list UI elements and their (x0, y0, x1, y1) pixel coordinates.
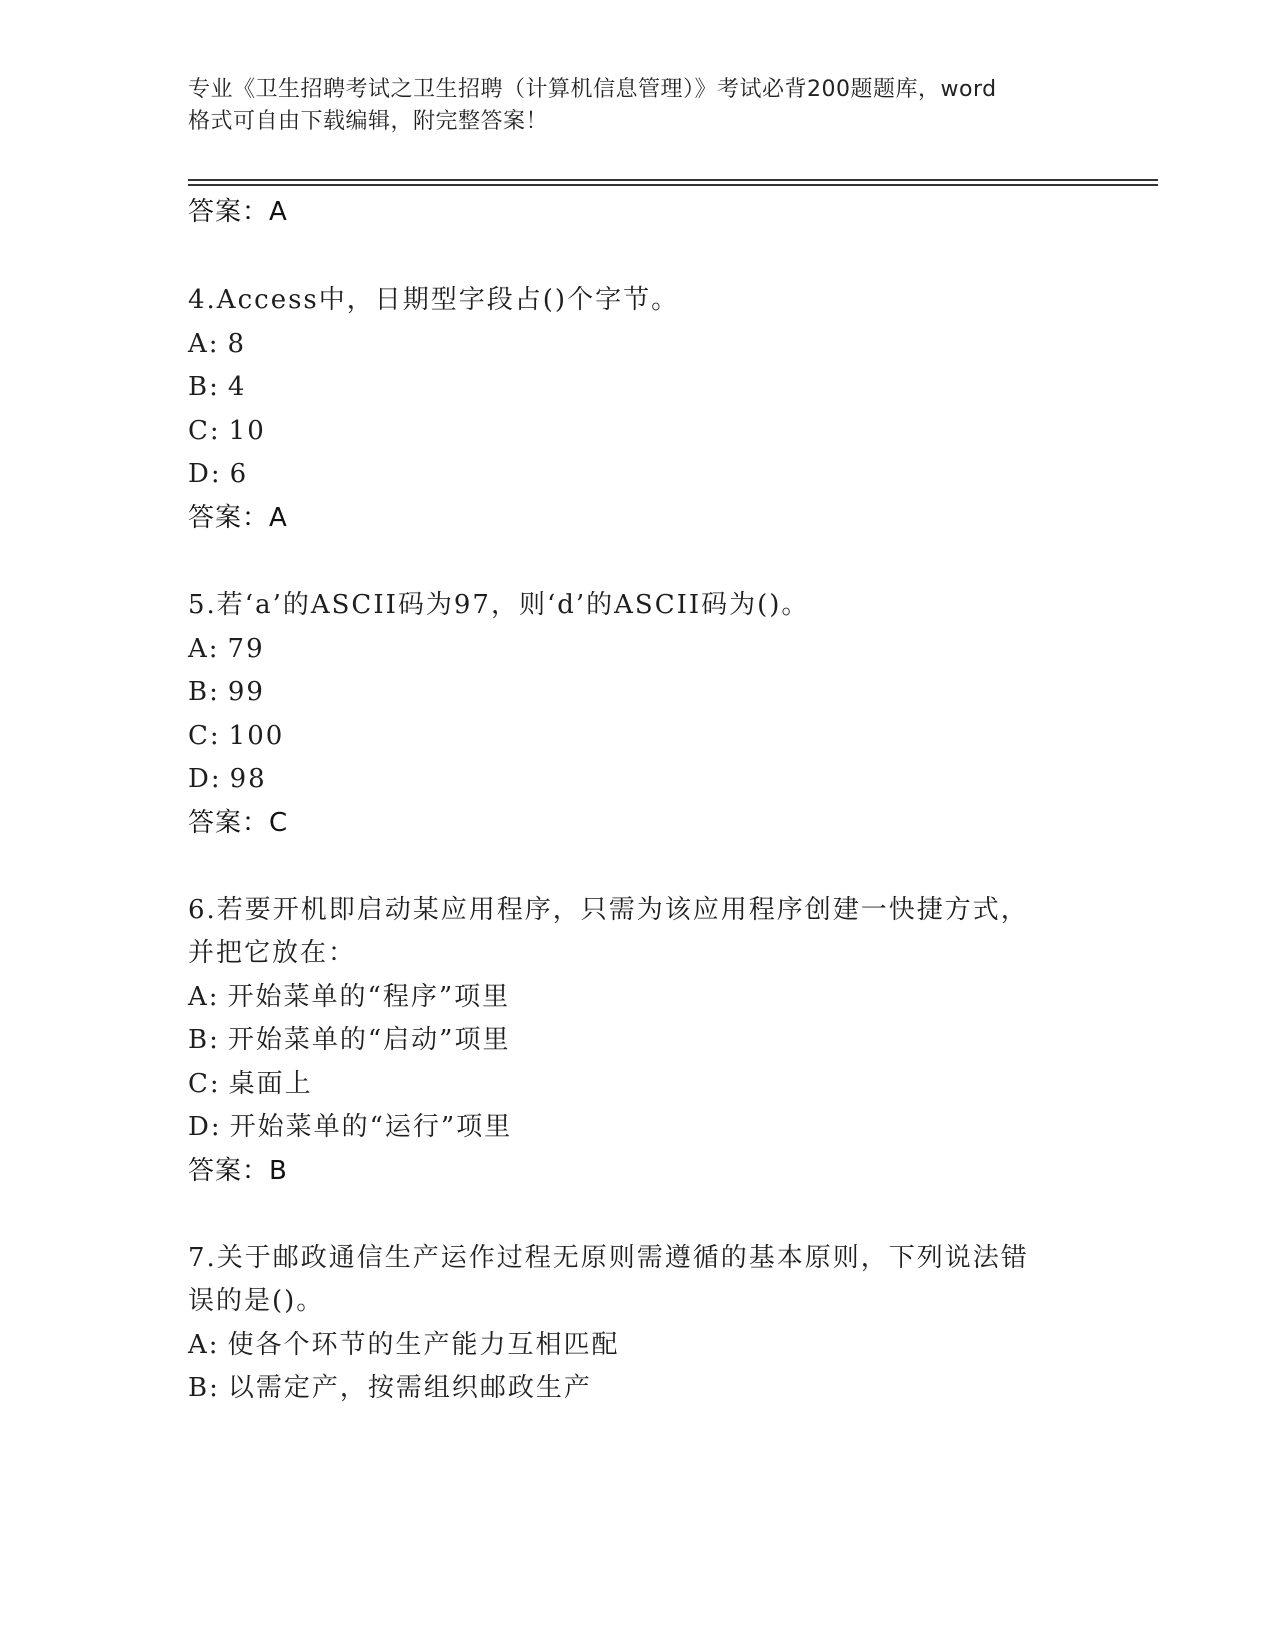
question-6-option-a: A: 开始菜单的“程序”项里 (188, 982, 511, 1012)
question-5-answer: 答案：C (188, 808, 289, 838)
question-5-option-a: A: 79 (188, 634, 265, 664)
header-line-2: 格式可自由下载编辑，附完整答案！ (188, 109, 549, 134)
question-5-option-d: D: 98 (188, 764, 267, 794)
question-7-option-a: A: 使各个环节的生产能力互相匹配 (188, 1330, 620, 1360)
question-5-option-c: C: 100 (188, 721, 285, 751)
question-7-text-cont: 误的是()。 (188, 1286, 325, 1316)
question-4-text: 4.Access中，日期型字段占()个字节。 (188, 285, 680, 315)
question-6-option-b: B: 开始菜单的“启动”项里 (188, 1025, 511, 1055)
question-4-option-a: A: 8 (188, 329, 247, 359)
document-header (188, 74, 1098, 138)
header-divider-bottom (188, 184, 1158, 186)
question-7-text: 7.关于邮政通信生产运作过程无原则需遵循的基本原则，下列说法错 (188, 1243, 1029, 1273)
question-6-answer: 答案：B (188, 1156, 288, 1186)
header-line-1: 专业《卫生招聘考试之卫生招聘（计算机信息管理）》考试必背200题题库，word (188, 77, 997, 102)
question-5-option-b: B: 99 (188, 677, 265, 707)
question-4-option-c: C: 10 (188, 416, 266, 446)
question-6-text: 6.若要开机即启动某应用程序，只需为该应用程序创建一快捷方式， (188, 895, 1029, 925)
question-4-option-d: D: 6 (188, 459, 249, 489)
question-4-option-b: B: 4 (188, 372, 247, 402)
question-6-option-c: C: 桌面上 (188, 1069, 313, 1099)
question-6-text-cont: 并把它放在： (188, 938, 357, 968)
question-6-option-d: D: 开始菜单的“运行”项里 (188, 1112, 513, 1142)
header-divider-top (188, 179, 1158, 181)
previous-answer: 答案：A (188, 197, 288, 227)
question-5-text: 5.若‘a’的ASCII码为97，则‘d’的ASCII码为()。 (188, 590, 810, 620)
question-7-option-b: B: 以需定产，按需组织邮政生产 (188, 1373, 592, 1403)
question-4-answer: 答案：A (188, 503, 288, 533)
